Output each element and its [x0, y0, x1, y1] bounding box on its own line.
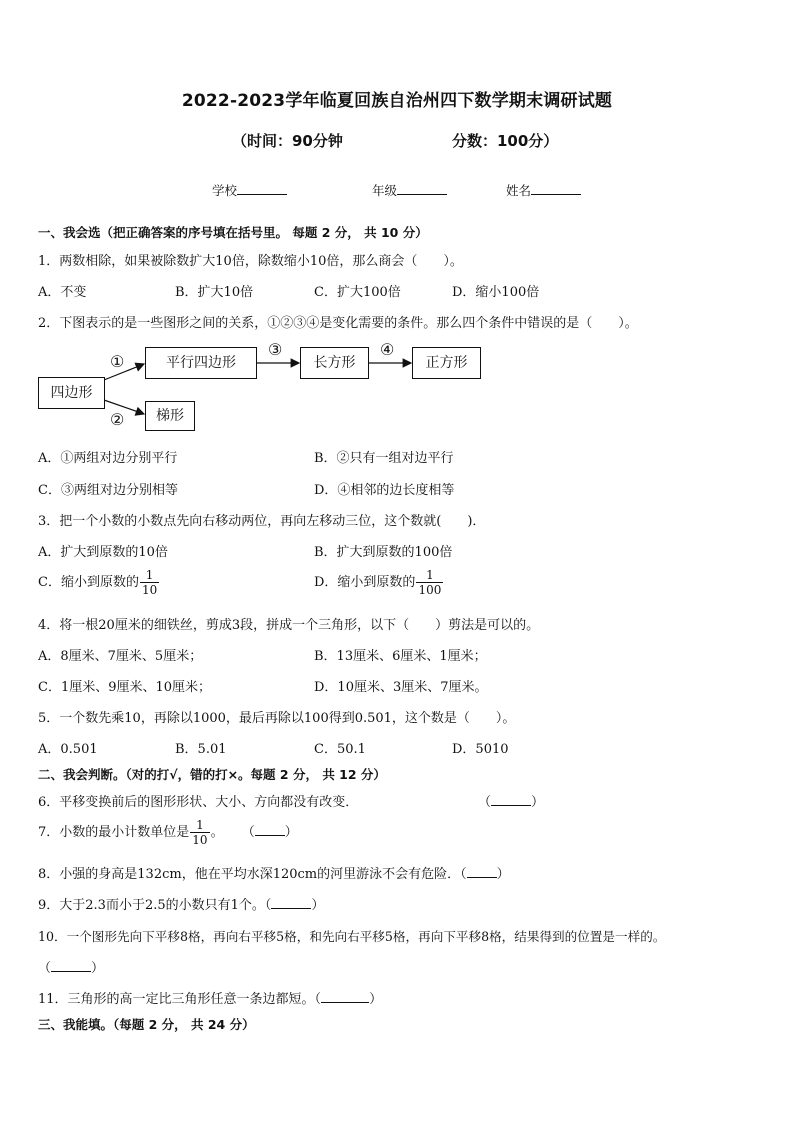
fraction-numerator: 1 — [426, 568, 434, 582]
q10-text: 10．一个图形先向下平移8格，再向右平移5格，和先向右平移5格，再向下平移8格，结果得到的位置是一样的。 — [38, 929, 666, 944]
q2-option-d[interactable]: D．④相邻的边长度相等 — [314, 483, 455, 498]
box-parallelogram: 平行四边形 — [145, 347, 257, 379]
q3-option-c[interactable] — [38, 568, 160, 597]
section1-heading: 一、我会选（把正确答案的序号填在括号里。 每题 2 分， 共 10 分） — [38, 225, 428, 240]
paren-close: ） — [284, 825, 298, 840]
q5-option-a[interactable]: A．0.501 — [38, 742, 98, 757]
box-rectangle: 长方形 — [300, 347, 369, 379]
q7-line — [38, 818, 298, 847]
page-title: 2022-2023学年临夏回族自治州四下数学期末调研试题 — [181, 91, 613, 111]
q3-option-d-text: D．缩小到原数的 — [314, 575, 416, 590]
fraction-numerator: 1 — [145, 568, 154, 582]
q6-blank[interactable] — [491, 793, 531, 806]
paren-open: （ — [264, 898, 272, 913]
paren-close: ） — [91, 961, 105, 976]
paren-open: （ — [241, 825, 255, 840]
q3-option-c-fraction — [140, 568, 159, 597]
fraction-numerator: 1 — [196, 818, 204, 832]
condition-1-label: ① — [110, 352, 125, 371]
fraction-denominator: 10 — [141, 583, 158, 597]
q5-option-c[interactable]: C．50.1 — [314, 742, 366, 757]
exam-score: 分数：100分） — [452, 132, 559, 150]
q3-option-d-fraction — [416, 568, 443, 597]
paren-open: （ — [314, 992, 322, 1007]
q3-option-c-text: C．缩小到原数的 — [38, 575, 139, 590]
paren-close: ） — [496, 867, 510, 882]
section3-heading: 三、我能填。（每题 2 分， 共 24 分） — [38, 1017, 255, 1032]
condition-4-label: ④ — [380, 340, 395, 359]
paren-open: （ — [460, 867, 467, 882]
q3-option-a[interactable]: A．扩大到原数的10倍 — [38, 545, 168, 560]
q11-blank[interactable] — [321, 990, 369, 1003]
condition-3-label: ③ — [268, 340, 283, 359]
q4-option-a[interactable]: A．8厘米、7厘米、5厘米； — [38, 649, 203, 664]
q3-option-d[interactable] — [314, 568, 444, 597]
q6-text: 6．平移变换前后的图形形状、大小、方向都没有改变． — [38, 795, 359, 810]
q1-option-a[interactable]: A．不变 — [38, 285, 87, 300]
section2-heading: 二、我会判断。（对的打√，错的打×。每题 2 分， 共 12 分） — [38, 767, 386, 782]
q8-blank[interactable] — [467, 865, 497, 878]
q1-option-d[interactable]: D．缩小100倍 — [452, 285, 540, 300]
q8-line — [38, 863, 510, 882]
q3-option-b[interactable]: B．扩大到原数的100倍 — [314, 545, 453, 560]
box-square: 正方形 — [412, 347, 481, 379]
box-trapezoid: 梯形 — [145, 401, 195, 431]
q2-option-b[interactable]: B．②只有一组对边平行 — [314, 451, 454, 466]
q9-line — [38, 894, 324, 913]
q2-option-a[interactable]: A．①两组对边分别平行 — [38, 451, 178, 466]
q9-blank[interactable] — [271, 896, 311, 909]
school-label: 学校 — [212, 183, 238, 198]
q10-blank[interactable] — [51, 959, 91, 972]
paren-close: ） — [311, 898, 325, 913]
q5-option-b[interactable]: B．5.01 — [175, 742, 227, 757]
q11-line — [38, 988, 382, 1007]
q1-option-c[interactable]: C．扩大100倍 — [314, 285, 401, 300]
paren-close: ） — [369, 992, 383, 1007]
q1-option-b[interactable]: B．扩大10倍 — [175, 285, 254, 300]
q7-text: 7．小数的最小计数单位是 — [38, 825, 190, 840]
q4-option-d[interactable]: D．10厘米、3厘米、7厘米。 — [314, 680, 488, 695]
q4-option-c[interactable]: C．1厘米、9厘米、10厘米； — [38, 680, 212, 695]
q5-text: 5．一个数先乘10，再除以1000，最后再除以100得到0.501，这个数是（ ）。 — [38, 711, 516, 726]
q9-answer[interactable] — [265, 898, 325, 913]
grade-label: 年级 — [372, 183, 398, 198]
q2-text: 2．下图表示的是一些图形之间的关系，①②③④是变化需要的条件。那么四个条件中错误的是（ ）。 — [38, 316, 638, 331]
paren-open: （ — [38, 961, 52, 976]
paren-close: ） — [531, 795, 545, 810]
q1-text: 1．两数相除，如果被除数扩大10倍，除数缩小10倍，那么商会（ ）。 — [38, 254, 463, 269]
q2-option-c[interactable]: C．③两组对边分别相等 — [38, 483, 178, 498]
q5-option-d[interactable]: D．5010 — [452, 742, 509, 757]
condition-2-label: ② — [110, 410, 125, 429]
q11-text: 11．三角形的高一定比三角形任意一条边都短。 — [38, 992, 315, 1007]
q6-answer[interactable] — [478, 791, 544, 810]
exam-time: （时间：90分钟 — [232, 132, 343, 150]
q9-text: 9．大于2.3而小于2.5的小数只有1个。 — [38, 898, 265, 913]
diagram-arrows — [0, 0, 794, 440]
q11-answer[interactable] — [315, 992, 383, 1007]
name-label: 姓名 — [506, 183, 532, 198]
q7-blank[interactable] — [255, 823, 285, 836]
q7-period: 。 — [210, 825, 224, 840]
q8-text: 8．小强的身高是132cm，他在平均水深120cm的河里游泳不会有危险． — [38, 867, 461, 882]
paren-open: （ — [478, 795, 492, 810]
q4-option-b[interactable]: B．13厘米、6厘米、1厘米； — [314, 649, 487, 664]
q3-text: 3．把一个小数的小数点先向右移动两位，再向左移动三位，这个数就( )． — [38, 514, 486, 529]
q7-fraction — [190, 818, 209, 847]
q8-answer[interactable] — [460, 867, 510, 882]
q4-text: 4．将一根20厘米的细铁丝，剪成3段，拼成一个三角形，以下（ ）剪法是可以的。 — [38, 618, 540, 633]
q7-answer[interactable] — [242, 825, 298, 840]
fraction-denominator: 100 — [418, 583, 442, 597]
fraction-denominator: 10 — [192, 833, 208, 847]
q10-answer[interactable] — [38, 957, 104, 976]
box-quadrilateral: 四边形 — [38, 377, 105, 409]
